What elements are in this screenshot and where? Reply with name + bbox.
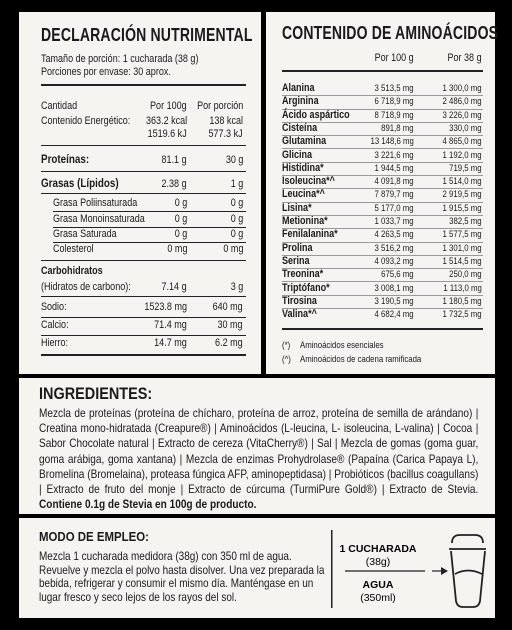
energy-label: Contenido Energético:: [41, 115, 131, 127]
amino-per38: 4 865,0 mg: [443, 136, 482, 148]
col-quantity: Cantidad: [41, 100, 78, 112]
amino-name: Glutamina: [282, 135, 327, 148]
amino-per100: 1 944,5 mg: [375, 162, 414, 174]
nutrition-row-per100: 0 g: [174, 228, 187, 240]
nutrition-row-label: Calcio:: [41, 319, 69, 331]
nutrition-row-label: Hierro:: [41, 337, 69, 349]
nutrition-row-serving: 0 mg: [222, 243, 243, 255]
nutrition-divider: [41, 317, 246, 318]
nutrition-divider: [41, 335, 246, 336]
amino-name: Triptófano*: [282, 281, 330, 294]
nutrition-divider: [41, 84, 246, 86]
amino-per100: 3 190,5 mg: [375, 295, 414, 307]
amino-per100: 4 263,5 mg: [375, 229, 414, 241]
amino-per38: 1 180,5 mg: [443, 295, 482, 307]
scoop-label: 1 CUCHARADA: [339, 543, 417, 555]
amino-name: Prolina: [282, 241, 313, 254]
legend-symbol: (^): [282, 354, 291, 365]
usage-title: MODO DE EMPLEO:: [39, 529, 149, 544]
ingredients-text: Mezcla de proteínas (proteína de chícharo, proteína de arroz, proteína de semilla de arándano) | Creatina mono-hidratada (Creapure®) | Aminoácidos (L-leucina, L- isoleucina, L-valina) | Cocoa | Sabor Chocolate natural | Extracto de cereza (VitaCherry®) | Sal | Mezcla de gomas (goma guar, goma arábiga, goma xantana) | Mezcla de enzimas Prohydrolase® (Papaína (Carica Papaya L), Bromelina (Bromelaina), proteasa fúngica AFP, aminopeptidasa) | Probióticos (bacillus coagullans) | Extracto de fruto del monje | Extracto de cúrcuma (TurmiPure Gold®) | Extracto de Stevia.: [39, 407, 479, 497]
amino-col-per38: Por 38 g: [447, 52, 482, 64]
energy-per100-kcal: 363.2 kcal: [145, 115, 187, 127]
amino-per38: 1 732,5 mg: [443, 309, 482, 321]
scoop-amount: (38g): [365, 556, 391, 568]
amino-name: Cisteína: [282, 121, 318, 134]
nutrition-row-per100: 14.7 mg: [154, 337, 187, 349]
nutrition-row-serving: 0 g: [230, 228, 243, 240]
amino-col-per100: Por 100 g: [374, 52, 414, 64]
nutrition-row-label: Carbohidratos: [41, 265, 103, 277]
diagram-separator: [331, 530, 333, 608]
nutrition-row-per100: 81.1 g: [161, 154, 187, 166]
ingredients-body: [39, 406, 478, 512]
ingredients-title: INGREDIENTES:: [39, 384, 153, 403]
amino-title: CONTENIDO DE AMINOÁCIDOS: [282, 23, 499, 43]
amino-per38: 1 301,0 mg: [443, 242, 482, 254]
amino-per100: 3 221,6 mg: [375, 149, 414, 161]
serving-size: Tamaño de porción: 1 cucharada (38 g): [41, 53, 199, 65]
amino-name: Ácido aspártico: [282, 108, 350, 121]
amino-name: Arginina: [282, 95, 319, 108]
water-amount: (350ml): [360, 592, 396, 604]
usage-diagram: [325, 530, 490, 615]
nutrition-row-serving: 640 mg: [212, 301, 243, 313]
water-label: AGUA: [362, 579, 394, 591]
nutrition-row-per100: 1523.8 mg: [144, 301, 187, 313]
legend-text: Aminoácidos esenciales: [300, 340, 384, 351]
amino-per38: 3 226,0 mg: [443, 109, 482, 121]
nutrition-row-label: Grasas (Lípidos): [41, 176, 119, 190]
col-per100: Por 100g: [150, 100, 187, 112]
amino-name: Tirosina: [282, 294, 317, 307]
amino-per100: 4 682,4 mg: [375, 309, 414, 321]
legend-text: Aminoácidos de cadena ramificada: [300, 354, 422, 365]
ingredients-stevia-note: Contiene 0.1g de Stevia en 100g de producto.: [39, 498, 257, 512]
amino-per38: 1 577,5 mg: [443, 229, 482, 241]
amino-per100: 891,8 mg: [381, 122, 414, 134]
nutrition-row-serving: 6.2 mg: [215, 337, 243, 349]
amino-per100: 7 879,7 mg: [375, 189, 414, 201]
amino-name: Histidina*: [282, 161, 324, 174]
nutrition-divider: [53, 211, 246, 212]
energy-per100-kj: 1519.6 kJ: [147, 128, 187, 140]
amino-name: Leucina*^: [282, 188, 325, 201]
amino-per100: 3 513,5 mg: [375, 83, 414, 94]
nutrition-row-per100: 2.38 g: [161, 178, 187, 190]
nutrition-divider: [41, 193, 246, 194]
amino-per38: 330,0 mg: [449, 122, 482, 134]
amino-per100: 6 718,9 mg: [375, 96, 414, 108]
amino-per38: 1 514,5 mg: [443, 255, 482, 267]
amino-per100: 4 091,8 mg: [375, 176, 414, 188]
nutrition-divider: [41, 354, 246, 356]
nutrition-row-per100: 71.4 mg: [154, 319, 187, 331]
amino-per100: 3 516,2 mg: [375, 242, 414, 254]
nutrition-title: DECLARACIÓN NUTRIMENTAL: [41, 25, 253, 45]
amino-name: Treonina*: [282, 268, 324, 281]
amino-per38: 1 300,0 mg: [443, 83, 482, 94]
amino-per38: 1 915,5 mg: [443, 202, 482, 214]
amino-name: Metionina*: [282, 215, 328, 227]
nutrition-row-per100: 0 g: [174, 213, 187, 225]
nutrition-row-serving: 0 g: [230, 197, 243, 209]
amino-per38: 2 486,0 mg: [443, 96, 482, 108]
amino-per100: 675,6 mg: [381, 269, 414, 281]
amino-per100: 3 008,1 mg: [375, 282, 414, 294]
nutrition-row-per100: 0 g: [174, 197, 187, 209]
nutrition-row-label: Colesterol: [53, 243, 94, 255]
arrow-head-icon: [441, 567, 448, 575]
amino-name: Isoleucina*^: [282, 175, 335, 188]
amino-per100: 5 177,0 mg: [375, 202, 414, 214]
amino-name: Valina*^: [282, 308, 317, 321]
nutrition-divider: [41, 260, 246, 261]
amino-name: Fenilalanina*: [282, 228, 338, 241]
amino-divider: [282, 70, 483, 72]
nutrition-row-label: Grasa Monoinsaturada: [53, 213, 145, 225]
energy-serving-kcal: 138 kcal: [209, 115, 243, 127]
nutrition-divider: [41, 171, 246, 172]
amino-per100: 13 148,6 mg: [370, 136, 414, 148]
amino-per100: 4 093,2 mg: [375, 255, 414, 267]
amino-per38: 382,5 mg: [449, 216, 482, 227]
nutrition-row-per100: 0 mg: [166, 243, 187, 255]
nutrition-row-serving: 30 g: [225, 154, 243, 166]
amino-per38: 1 192,0 mg: [443, 149, 482, 161]
nutrition-row-serving: 30 mg: [217, 319, 243, 331]
nutrition-row-sublabel: (Hidratos de carbono):: [41, 281, 131, 293]
amino-per38: 2 919,5 mg: [443, 189, 482, 201]
amino-per38: 1 514,0 mg: [443, 176, 482, 188]
amino-name: Alanina: [282, 82, 315, 94]
shaker-cup-icon: [449, 535, 486, 607]
amino-per100: 1 033,7 mg: [375, 216, 414, 227]
servings-per-container: Porciones por envase: 30 aprox.: [41, 66, 171, 78]
nutrition-row-label: Proteínas:: [41, 152, 90, 166]
amino-divider: [282, 328, 483, 330]
amino-per100: 8 718,9 mg: [375, 109, 414, 121]
legend-symbol: (*): [282, 340, 291, 351]
amino-per38: 1 113,0 mg: [443, 282, 482, 294]
nutrition-divider: [41, 296, 246, 297]
nutrition-row-per100: 7.14 g: [161, 281, 187, 293]
nutrition-divider: [41, 145, 246, 146]
nutrition-row-serving: 3 g: [230, 281, 243, 293]
col-per-serving: Por porción: [196, 100, 243, 112]
nutrition-row-serving: 1 g: [230, 178, 243, 190]
usage-body: Mezcla 1 cucharada medidora (38g) con 350 ml de agua. Revuelve y mezcla el polvo hasta disolver. Una vez preparada la bebida, refrigerar y consumir el mismo día. Manténgase en un lugar fresco y seco lejos de los rayos del sol.: [39, 550, 325, 604]
nutrition-row-serving: 0 g: [230, 213, 243, 225]
amino-per38: 250,0 mg: [449, 269, 482, 281]
nutrition-row-label: Grasa Poliinsaturada: [53, 197, 138, 209]
amino-name: Lisina*: [282, 201, 312, 214]
amino-name: Glicina: [282, 148, 313, 161]
energy-serving-kj: 577.3 kJ: [208, 128, 243, 140]
nutrition-row-label: Grasa Saturada: [53, 228, 117, 240]
amino-per38: 719,5 mg: [449, 162, 482, 174]
amino-name: Serina: [282, 254, 310, 267]
nutrition-row-label: Sodio:: [41, 301, 67, 313]
